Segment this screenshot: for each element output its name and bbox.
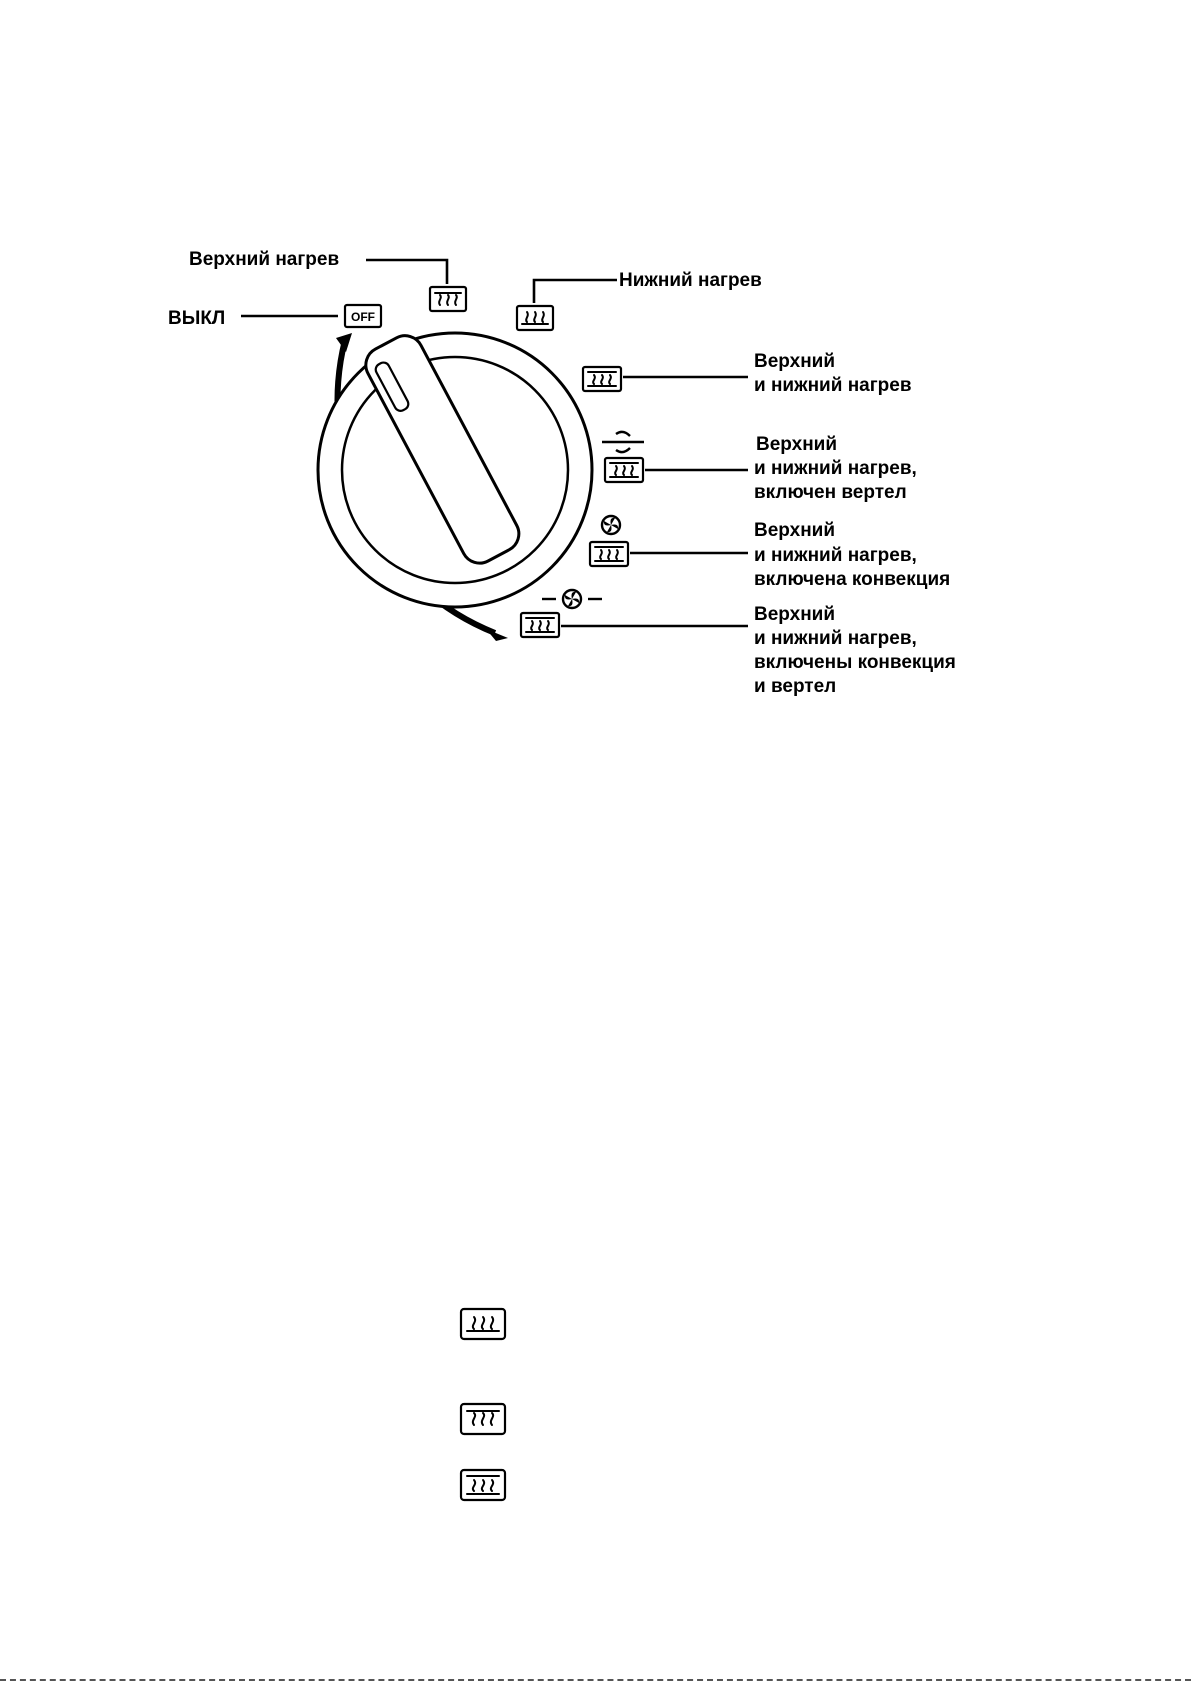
fan-spit-icon (542, 590, 602, 608)
spit-icon (602, 432, 644, 452)
position-fan (590, 516, 950, 590)
fan-icon (602, 516, 620, 534)
top-bottom-label-line1: Верхний (754, 351, 836, 372)
legend-top-heat-icon (461, 1404, 505, 1434)
position-fan-spit (521, 590, 956, 697)
top-heat-icon (430, 287, 466, 311)
spit-label-line2: и нижний нагрев, (754, 458, 917, 479)
fan-label-line1: Верхний (754, 520, 836, 541)
top-bottom-label-line2: и нижний нагрев (754, 375, 912, 396)
page-bottom-divider (0, 1679, 1191, 1681)
off-icon (345, 305, 381, 327)
fan-spit-label-line1: Верхний (754, 604, 836, 625)
off-label: ВЫКЛ (168, 308, 226, 329)
top-bottom-heat-icon (521, 613, 559, 637)
oven-knob[interactable] (318, 329, 592, 641)
top-bottom-heat-icon (590, 542, 628, 566)
position-bottom-heat (517, 270, 762, 330)
legend-bottom-heat-icon (461, 1309, 505, 1339)
position-spit (602, 432, 917, 503)
fan-label-line2: и нижний нагрев, (754, 545, 917, 566)
top-bottom-heat-icon (605, 458, 643, 482)
position-top-bottom-heat (583, 351, 912, 396)
legend-top-bottom-heat-icon (461, 1470, 505, 1500)
top-bottom-heat-icon (583, 367, 621, 391)
fan-spit-label-line3: включены конвекция (754, 652, 956, 673)
bottom-heat-icon (517, 306, 553, 330)
svg-text:OFF: OFF (351, 310, 375, 324)
arrow-head-bottom (486, 629, 508, 641)
top-heat-label: Верхний нагрев (189, 249, 340, 270)
fan-label-line3: включена конвекция (754, 569, 951, 590)
arrow-head-top (336, 333, 352, 352)
bottom-heat-label: Нижний нагрев (619, 270, 762, 291)
spit-label-line3: включен вертел (754, 482, 907, 503)
spit-label-line1: Верхний (756, 434, 838, 455)
fan-spit-label-line2: и нижний нагрев, (754, 628, 917, 649)
position-off (168, 305, 381, 329)
position-top-heat (189, 249, 466, 311)
fan-spit-label-line4: и вертел (754, 676, 837, 697)
